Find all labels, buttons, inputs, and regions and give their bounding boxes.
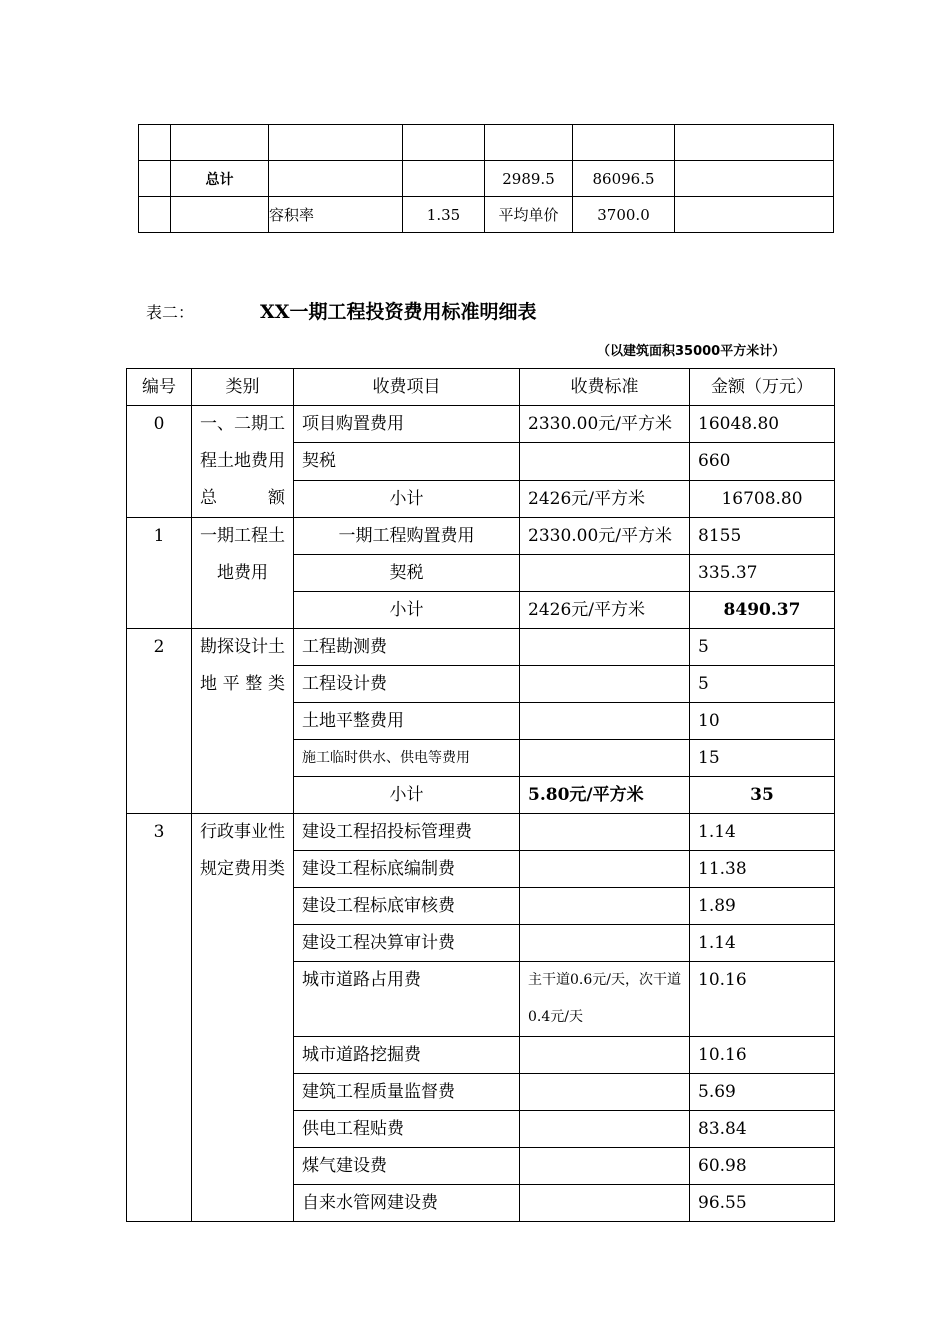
- amount-cell: 660: [690, 443, 835, 480]
- amount-cell: 5: [690, 666, 835, 703]
- far-value: 1.35: [403, 197, 485, 233]
- table-row: [139, 197, 834, 233]
- group-no: 2: [127, 629, 192, 814]
- standard-cell: [520, 1185, 690, 1222]
- group-no: 0: [127, 406, 192, 518]
- item-cell: 建设工程决算审计费: [294, 925, 520, 962]
- standard-cell: [520, 703, 690, 740]
- item-cell: 工程设计费: [294, 666, 520, 703]
- standard-cell: [520, 1074, 690, 1111]
- table-header-row: [127, 369, 835, 406]
- far-label: 容积率: [269, 197, 403, 233]
- amount-cell: 5: [690, 629, 835, 666]
- amount-cell: 83.84: [690, 1111, 835, 1148]
- item-cell: 建设工程招投标管理费: [294, 814, 520, 851]
- header-item: 收费项目: [294, 369, 520, 406]
- amount-cell: 5.69: [690, 1074, 835, 1111]
- standard-cell: [520, 888, 690, 925]
- avg-price-value: 3700.0: [573, 197, 675, 233]
- fee-table: [126, 368, 835, 1222]
- item-cell: 工程勘测费: [294, 629, 520, 666]
- amount-cell: 35: [690, 777, 835, 814]
- table-row: [127, 814, 835, 851]
- standard-cell: 主干道0.6元/天，次干道0.4元/天: [520, 962, 690, 1037]
- amount-cell: 1.14: [690, 814, 835, 851]
- amount-cell: 11.38: [690, 851, 835, 888]
- group-category: 行政事业性规定费用类: [192, 814, 294, 1222]
- standard-cell: [520, 443, 690, 480]
- standard-cell: [520, 925, 690, 962]
- standard-cell: [520, 666, 690, 703]
- header-standard: 收费标准: [520, 369, 690, 406]
- avg-price-label: 平均单价: [485, 197, 573, 233]
- item-cell: 城市道路占用费: [294, 962, 520, 1037]
- standard-cell: [520, 1148, 690, 1185]
- item-cell: 一期工程购置费用: [294, 518, 520, 555]
- standard-cell: 5.80元/平方米: [520, 777, 690, 814]
- item-cell: 施工临时供水、供电等费用: [294, 740, 520, 777]
- amount-cell: 1.14: [690, 925, 835, 962]
- amount-cell: 1.89: [690, 888, 835, 925]
- item-cell: 契税: [294, 555, 520, 592]
- item-cell: 小计: [294, 480, 520, 517]
- amount-cell: 10.16: [690, 962, 835, 1037]
- standard-cell: 2426元/平方米: [520, 592, 690, 629]
- standard-cell: [520, 814, 690, 851]
- standard-cell: [520, 1111, 690, 1148]
- standard-cell: 2426元/平方米: [520, 480, 690, 517]
- amount-cell: 16708.80: [690, 480, 835, 517]
- item-cell: 契税: [294, 443, 520, 480]
- standard-cell: 2330.00元/平方米: [520, 518, 690, 555]
- amount-cell: 8490.37: [690, 592, 835, 629]
- header-no: 编号: [127, 369, 192, 406]
- item-cell: 供电工程贴费: [294, 1111, 520, 1148]
- group-no: 1: [127, 518, 192, 629]
- item-cell: 自来水管网建设费: [294, 1185, 520, 1222]
- standard-cell: [520, 740, 690, 777]
- item-cell: 小计: [294, 592, 520, 629]
- item-cell: 煤气建设费: [294, 1148, 520, 1185]
- item-cell: 项目购置费用: [294, 406, 520, 443]
- amount-cell: 335.37: [690, 555, 835, 592]
- item-cell: 小计: [294, 777, 520, 814]
- standard-cell: [520, 555, 690, 592]
- amount-cell: 10.16: [690, 1037, 835, 1074]
- amount-cell: 16048.80: [690, 406, 835, 443]
- table-row: [127, 518, 835, 555]
- item-cell: 建筑工程质量监督费: [294, 1074, 520, 1111]
- header-amount: 金额（万元）: [690, 369, 835, 406]
- amount-cell: 60.98: [690, 1148, 835, 1185]
- summary-table: [138, 124, 834, 233]
- group-category: 一期工程土地费用: [192, 518, 294, 629]
- table-row: [127, 629, 835, 666]
- total-area: 2989.5: [485, 161, 573, 197]
- amount-cell: 96.55: [690, 1185, 835, 1222]
- amount-cell: 8155: [690, 518, 835, 555]
- table-note: （以建筑面积35000平方米计）: [597, 344, 786, 359]
- item-cell: 建设工程标底编制费: [294, 851, 520, 888]
- page-title: XX一期工程投资费用标准明细表: [260, 301, 537, 323]
- table-row: [139, 125, 834, 161]
- table-row: [127, 406, 835, 443]
- group-no: 3: [127, 814, 192, 1222]
- standard-cell: 2330.00元/平方米: [520, 406, 690, 443]
- total-value: 86096.5: [573, 161, 675, 197]
- table-label: 表二：: [146, 303, 195, 322]
- amount-cell: 10: [690, 703, 835, 740]
- item-cell: 建设工程标底审核费: [294, 888, 520, 925]
- header-category: 类别: [192, 369, 294, 406]
- table-row: [139, 161, 834, 197]
- amount-cell: 15: [690, 740, 835, 777]
- standard-cell: [520, 851, 690, 888]
- item-cell: 土地平整费用: [294, 703, 520, 740]
- item-cell: 城市道路挖掘费: [294, 1037, 520, 1074]
- group-category: 勘探设计土地平整类: [192, 629, 294, 814]
- total-label: 总计: [171, 161, 269, 197]
- standard-cell: [520, 629, 690, 666]
- group-category: 一、二期工程土地费用总额: [192, 406, 294, 518]
- standard-cell: [520, 1037, 690, 1074]
